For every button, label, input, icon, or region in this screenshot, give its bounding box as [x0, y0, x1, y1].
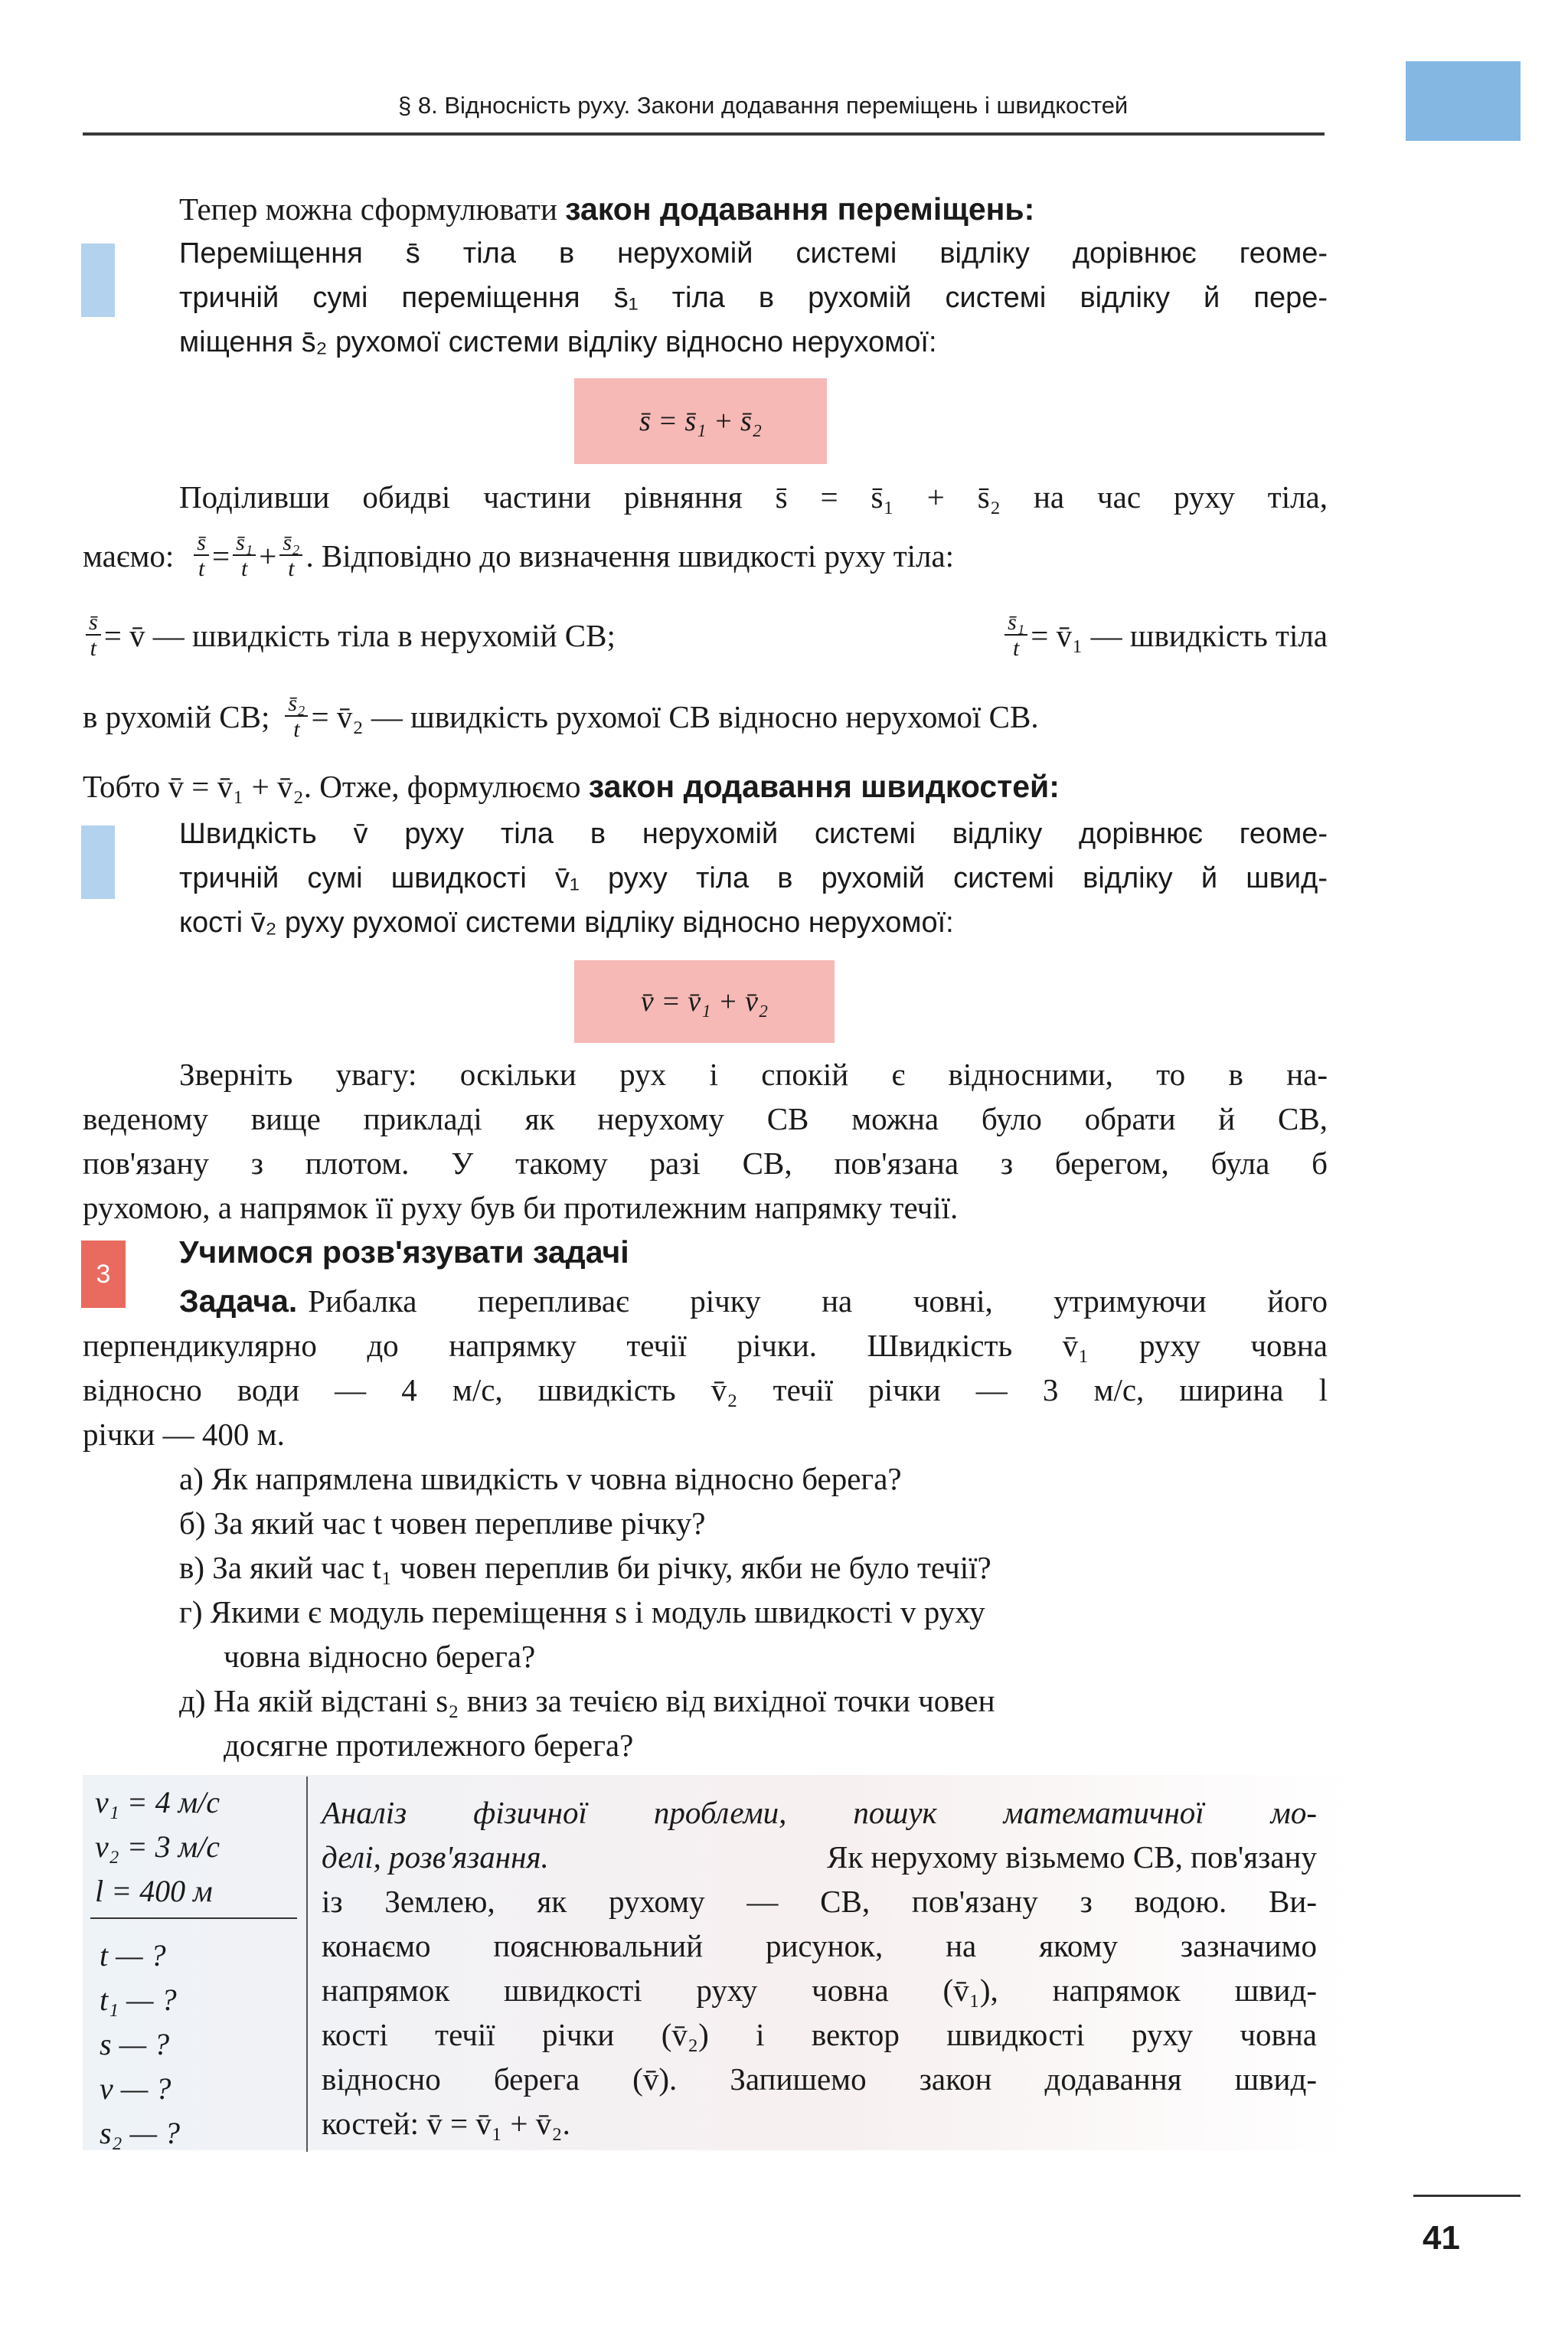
question-text: Як напрямлена швидкість v човна відносно берега? — [211, 1461, 902, 1496]
note-line4: рухомою, а напрямок її руху був би протилежним напрямку течії. — [83, 1190, 959, 1225]
law-displacement-line2: тричній сумі переміщення s̄₁ тіла в рухомій системі відліку й пере- — [179, 282, 1328, 314]
law-velocity-line3: кості v̄₂ руху рухомої системи відліку відносно нерухомої: — [179, 907, 954, 939]
question-e-cont — [224, 1723, 633, 1767]
intro-bold: закон додавання переміщень: — [565, 191, 1035, 227]
problem-line4: річки — 400 м. — [83, 1417, 285, 1452]
derivation-has: маємо: — [83, 538, 175, 574]
rule-marker — [81, 825, 115, 899]
analysis-lead2: делі, розв'язання. — [322, 1839, 549, 1875]
analysis-line7: відносно берега (v̄). Запишемо закон додавання швид- — [322, 2061, 1317, 2097]
analysis-line2 — [322, 1835, 1317, 1879]
frac-den-t: t — [198, 556, 205, 581]
unknown-v: v — ? — [100, 2071, 172, 2106]
rule-marker — [81, 244, 115, 317]
given-v2: v₂ = 3 м/с — [95, 1829, 220, 1864]
analysis-line6: кості течії річки (v̄₂) і вектор швидкості руху човна — [322, 2017, 1317, 2052]
running-header: § 8. Відносність руху. Закони додавання переміщень і швидкостей — [398, 92, 1129, 119]
frac-den-t: t — [288, 556, 295, 581]
question-text: човна відносно берега? — [224, 1639, 536, 1674]
unknown-s2: s₂ — ? — [100, 2116, 181, 2150]
problem-line3: відносно води — 4 м/с, швидкість v̄₂ течії річки — 3 м/с, ширина l — [83, 1372, 1328, 1407]
law-displacement-line1: Переміщення s̄ тіла в нерухомій системі відліку дорівнює геоме- — [179, 237, 1328, 270]
analysis-line5: напрямок швидкості руху човна (v̄₁), напрямок швид- — [322, 1973, 1317, 2008]
velocity-fixed-def: = v̄ — швидкість тіла в нерухомій СВ; — [103, 618, 616, 653]
derivation-line1: Поділивши обидві частини рівняння s̄ = s̄₁ + s̄₂ на час руху тіла, — [179, 479, 1328, 515]
question-text: Якими є модуль переміщення s і модуль швидкості v руху — [210, 1594, 985, 1630]
velocity-formula: v̄ = v̄₁ + v̄₂ — [574, 960, 835, 1043]
frac-num-s1: s̄₁ — [233, 531, 256, 556]
header-divider — [83, 132, 1325, 136]
derivation-line3 — [83, 611, 1328, 660]
question-lead: б) — [179, 1505, 206, 1541]
question-lead: г) — [179, 1594, 203, 1630]
question-lead: в) — [179, 1550, 205, 1585]
question-lead: а) — [179, 1461, 204, 1496]
fraction-s1-over-t — [233, 531, 256, 580]
derivation-line4 — [83, 692, 1328, 741]
analysis-line3: із Землею, як рухому — СВ, пов'язану з водою. Ви- — [322, 1884, 1317, 1919]
section-number-badge: 3 — [81, 1241, 126, 1308]
unknown-t1: t₁ — ? — [100, 1983, 177, 2017]
fraction-s2-over-t — [285, 692, 308, 741]
frac-num-s2: s̄₂ — [279, 531, 302, 556]
question-text: досягне протилежного берега? — [224, 1728, 634, 1763]
law-velocity-line1: Швидкість v̄ руху тіла в нерухомій системі відліку дорівнює геоме- — [179, 818, 1328, 850]
analysis-line8: костей: v̄ = v̄₁ + v̄₂. — [322, 2106, 570, 2141]
fraction-s1-over-t — [1004, 611, 1027, 660]
displacement-formula: s̄ = s̄₁ + s̄₂ — [574, 378, 827, 464]
question-text: За який час t₁ човен переплив би річку, якби не було течії? — [212, 1550, 991, 1585]
question-e — [179, 1679, 995, 1723]
analysis-line1: Аналіз фізичної проблеми, пошук математичної мо- — [322, 1795, 1317, 1830]
frac-den-t: t — [293, 717, 300, 742]
note-line3: пов'язану з плотом. У такому разі СВ, пов'язана з берегом, була б — [83, 1146, 1328, 1181]
frac-num-s1: s̄₁ — [1004, 611, 1027, 636]
fraction-s-over-t — [86, 611, 101, 660]
plus-sign: + — [259, 538, 277, 574]
frac-num-s: s̄ — [194, 531, 209, 556]
frac-num-s2: s̄₂ — [285, 692, 308, 717]
fraction-s-over-t — [194, 531, 209, 580]
problem-text-1: Рибалка перепливає річку на човні, утримуючи його — [308, 1283, 1328, 1319]
note-line2: веденому вище прикладі як нерухому СВ можна було обрати й СВ, — [83, 1101, 1328, 1136]
unknown-s: s — ? — [100, 2027, 170, 2061]
law-displacement-line3: міщення s̄₂ рухомої системи відліку відносно нерухомої: — [179, 326, 937, 358]
chapter-corner-tab — [1406, 61, 1521, 141]
question-lead: д) — [179, 1683, 206, 1718]
in-moving-frame: в рухомій СВ; — [83, 699, 270, 734]
given-l: l = 400 м — [95, 1874, 213, 1908]
velocity-moving-def: = v̄₁ — швидкість тіла — [1031, 618, 1328, 653]
fraction-s2-over-t — [279, 531, 302, 580]
frame-velocity-def: = v̄₂ — швидкість рухомої СВ відносно нерухомої СВ. — [311, 699, 1039, 734]
given-vertical-divider — [306, 1777, 308, 2152]
frac-num-s: s̄ — [86, 611, 101, 636]
question-text: За який час t човен перепливе річку? — [213, 1505, 706, 1541]
frac-den-t: t — [1013, 636, 1020, 661]
problem-line2: перпендикулярно до напрямку течії річки. Швидкість v̄₁ руху човна — [83, 1328, 1328, 1363]
problem-label: Задача. — [179, 1283, 298, 1319]
frac-den-t: t — [240, 556, 248, 581]
problem-line1 — [179, 1279, 1328, 1323]
derivation-line5 — [83, 764, 1060, 809]
frac-den-t: t — [90, 636, 97, 661]
derivation-line2 — [83, 531, 1328, 580]
given-v1: v₁ = 4 м/с — [95, 1785, 220, 1819]
question-b — [179, 1501, 706, 1545]
velocity-law-heading: закон додавання швидкостей: — [588, 769, 1060, 804]
thus-text: Тобто v̄ = v̄₁ + v̄₂. Отже, формулюємо — [83, 769, 581, 804]
intro-line — [179, 187, 1034, 231]
unknown-t: t — ? — [100, 1938, 166, 1973]
question-c — [179, 1545, 991, 1590]
given-divider — [90, 1917, 297, 1919]
page-number: 41 — [1423, 2219, 1460, 2257]
question-a — [179, 1456, 902, 1501]
page-number-rule — [1413, 2195, 1521, 2197]
question-d-cont — [224, 1634, 535, 1679]
analysis-line2-rest: Як нерухому візьмемо СВ, пов'язану — [826, 1839, 1317, 1875]
analysis-line4: конаємо пояснювальний рисунок, на якому зазначимо — [322, 1928, 1317, 1963]
intro-text: Тепер можна сформулювати — [179, 191, 557, 227]
note-line1: Зверніть увагу: оскільки рух і спокій є відносними, то в на- — [179, 1057, 1328, 1092]
question-d — [179, 1590, 985, 1634]
derivation-definition: . Відповідно до визначення швидкості руху тіла: — [305, 538, 955, 574]
law-velocity-line2: тричній сумі швидкості v̄₁ руху тіла в рухомій системі відліку й швид- — [179, 862, 1328, 894]
section-title: Учимося розв'язувати задачі — [179, 1234, 629, 1270]
eq-sign: = — [211, 538, 230, 574]
question-text: На якій відстані s₂ вниз за течією від вихідної точки човен — [213, 1683, 995, 1718]
